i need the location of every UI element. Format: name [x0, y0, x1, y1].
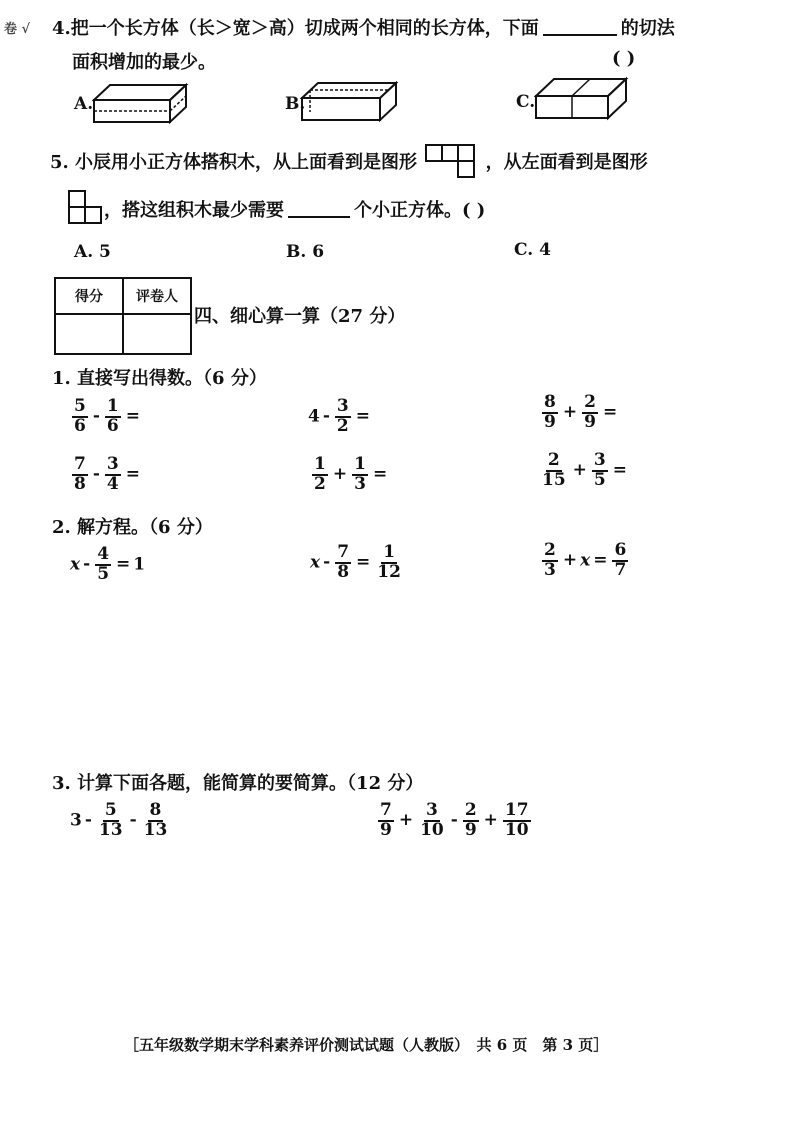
p1-expr-5: $\frac{1}{2}$ + $\frac{1}{3}$ = — [314, 454, 388, 494]
score-header: 得分 — [55, 278, 123, 314]
q5-blank — [288, 216, 350, 218]
p2-expr-2: x - $\frac{7}{8}$ = $\frac{1}{12}$ — [310, 542, 401, 582]
q5-option-b: B. 6 — [286, 242, 325, 262]
q4-text-a: 把一个长方体（长＞宽＞高）切成两个相同的长方体，下面 — [70, 18, 539, 39]
grader-header: 评卷人 — [123, 278, 191, 314]
page-footer: ［五年级数学期末学科素养评价测试试题（人教版） 共 6 页 第 3 页］ — [124, 1036, 609, 1054]
q4-line1 — [52, 14, 675, 40]
section-title: 四、细心算一算（27 分） — [194, 306, 406, 327]
q5-option-a: A. 5 — [74, 242, 111, 262]
q5-text-b: ，从左面看到是图形 — [485, 152, 648, 173]
q4-answer-paren: ( ) — [612, 48, 636, 69]
q4-option-b-figure — [300, 80, 400, 124]
corner-mark: 卷 √ — [4, 22, 31, 37]
p1-expr-6: $\frac{2}{15}$ + $\frac{3}{5}$ = — [542, 450, 628, 490]
q4-option-b-label: B. — [285, 94, 306, 114]
p3-expr-2: $\frac{7}{9}$ + $\frac{3}{10}$ - $\frac{2}{9}$ + $\frac{17}{10}$ — [380, 800, 529, 840]
q5-line1 — [50, 144, 648, 178]
score-cell[interactable] — [55, 314, 123, 354]
p2-expr-1: x - $\frac{4}{5}$ = 1 — [70, 544, 146, 584]
q4-option-a-figure — [92, 82, 190, 126]
p2-title: 2. 解方程。（6 分） — [52, 517, 213, 538]
p1-expr-1: $\frac{5}{6}$ - $\frac{1}{6}$ = — [74, 396, 140, 436]
grader-cell[interactable] — [123, 314, 191, 354]
q5-answer-paren: ( ) — [462, 200, 486, 221]
q5-line2 — [68, 190, 485, 226]
q5-left-view-figure — [68, 190, 104, 226]
q4-text-b: 的切法 — [620, 18, 675, 39]
q4-number: 4. — [52, 18, 71, 39]
q4-option-a-label: A. — [74, 94, 94, 114]
p1-title: 1. 直接写出得数。（6 分） — [52, 368, 267, 389]
q4-line2: 面积增加的最少。 — [72, 52, 216, 73]
q5-top-view-figure — [425, 144, 477, 178]
p3-expr-1: 3 - $\frac{5}{13}$ - $\frac{8}{13}$ — [70, 800, 168, 840]
q4-blank — [543, 34, 617, 36]
p1-expr-3: $\frac{8}{9}$ + $\frac{2}{9}$ = — [544, 392, 618, 432]
q5-text-d: 个小正方体。 — [354, 200, 462, 221]
p1-expr-2: 4 - $\frac{3}{2}$ = — [308, 396, 370, 436]
p3-title: 3. 计算下面各题，能简算的要简算。（12 分） — [52, 773, 424, 794]
p1-expr-4: $\frac{7}{8}$ - $\frac{3}{4}$ = — [74, 454, 140, 494]
score-table — [54, 277, 192, 355]
q5-text-c: ，搭这组积木最少需要 — [104, 200, 284, 221]
q4-option-c-label: C. — [516, 92, 536, 112]
q4-option-c-figure — [534, 76, 630, 122]
q5-option-c: C. 4 — [514, 240, 551, 260]
p2-expr-3: $\frac{2}{3}$ + x = $\frac{6}{7}$ — [544, 540, 627, 580]
q5-text-a: 5. 小辰用小正方体搭积木，从上面看到是图形 — [50, 152, 418, 173]
